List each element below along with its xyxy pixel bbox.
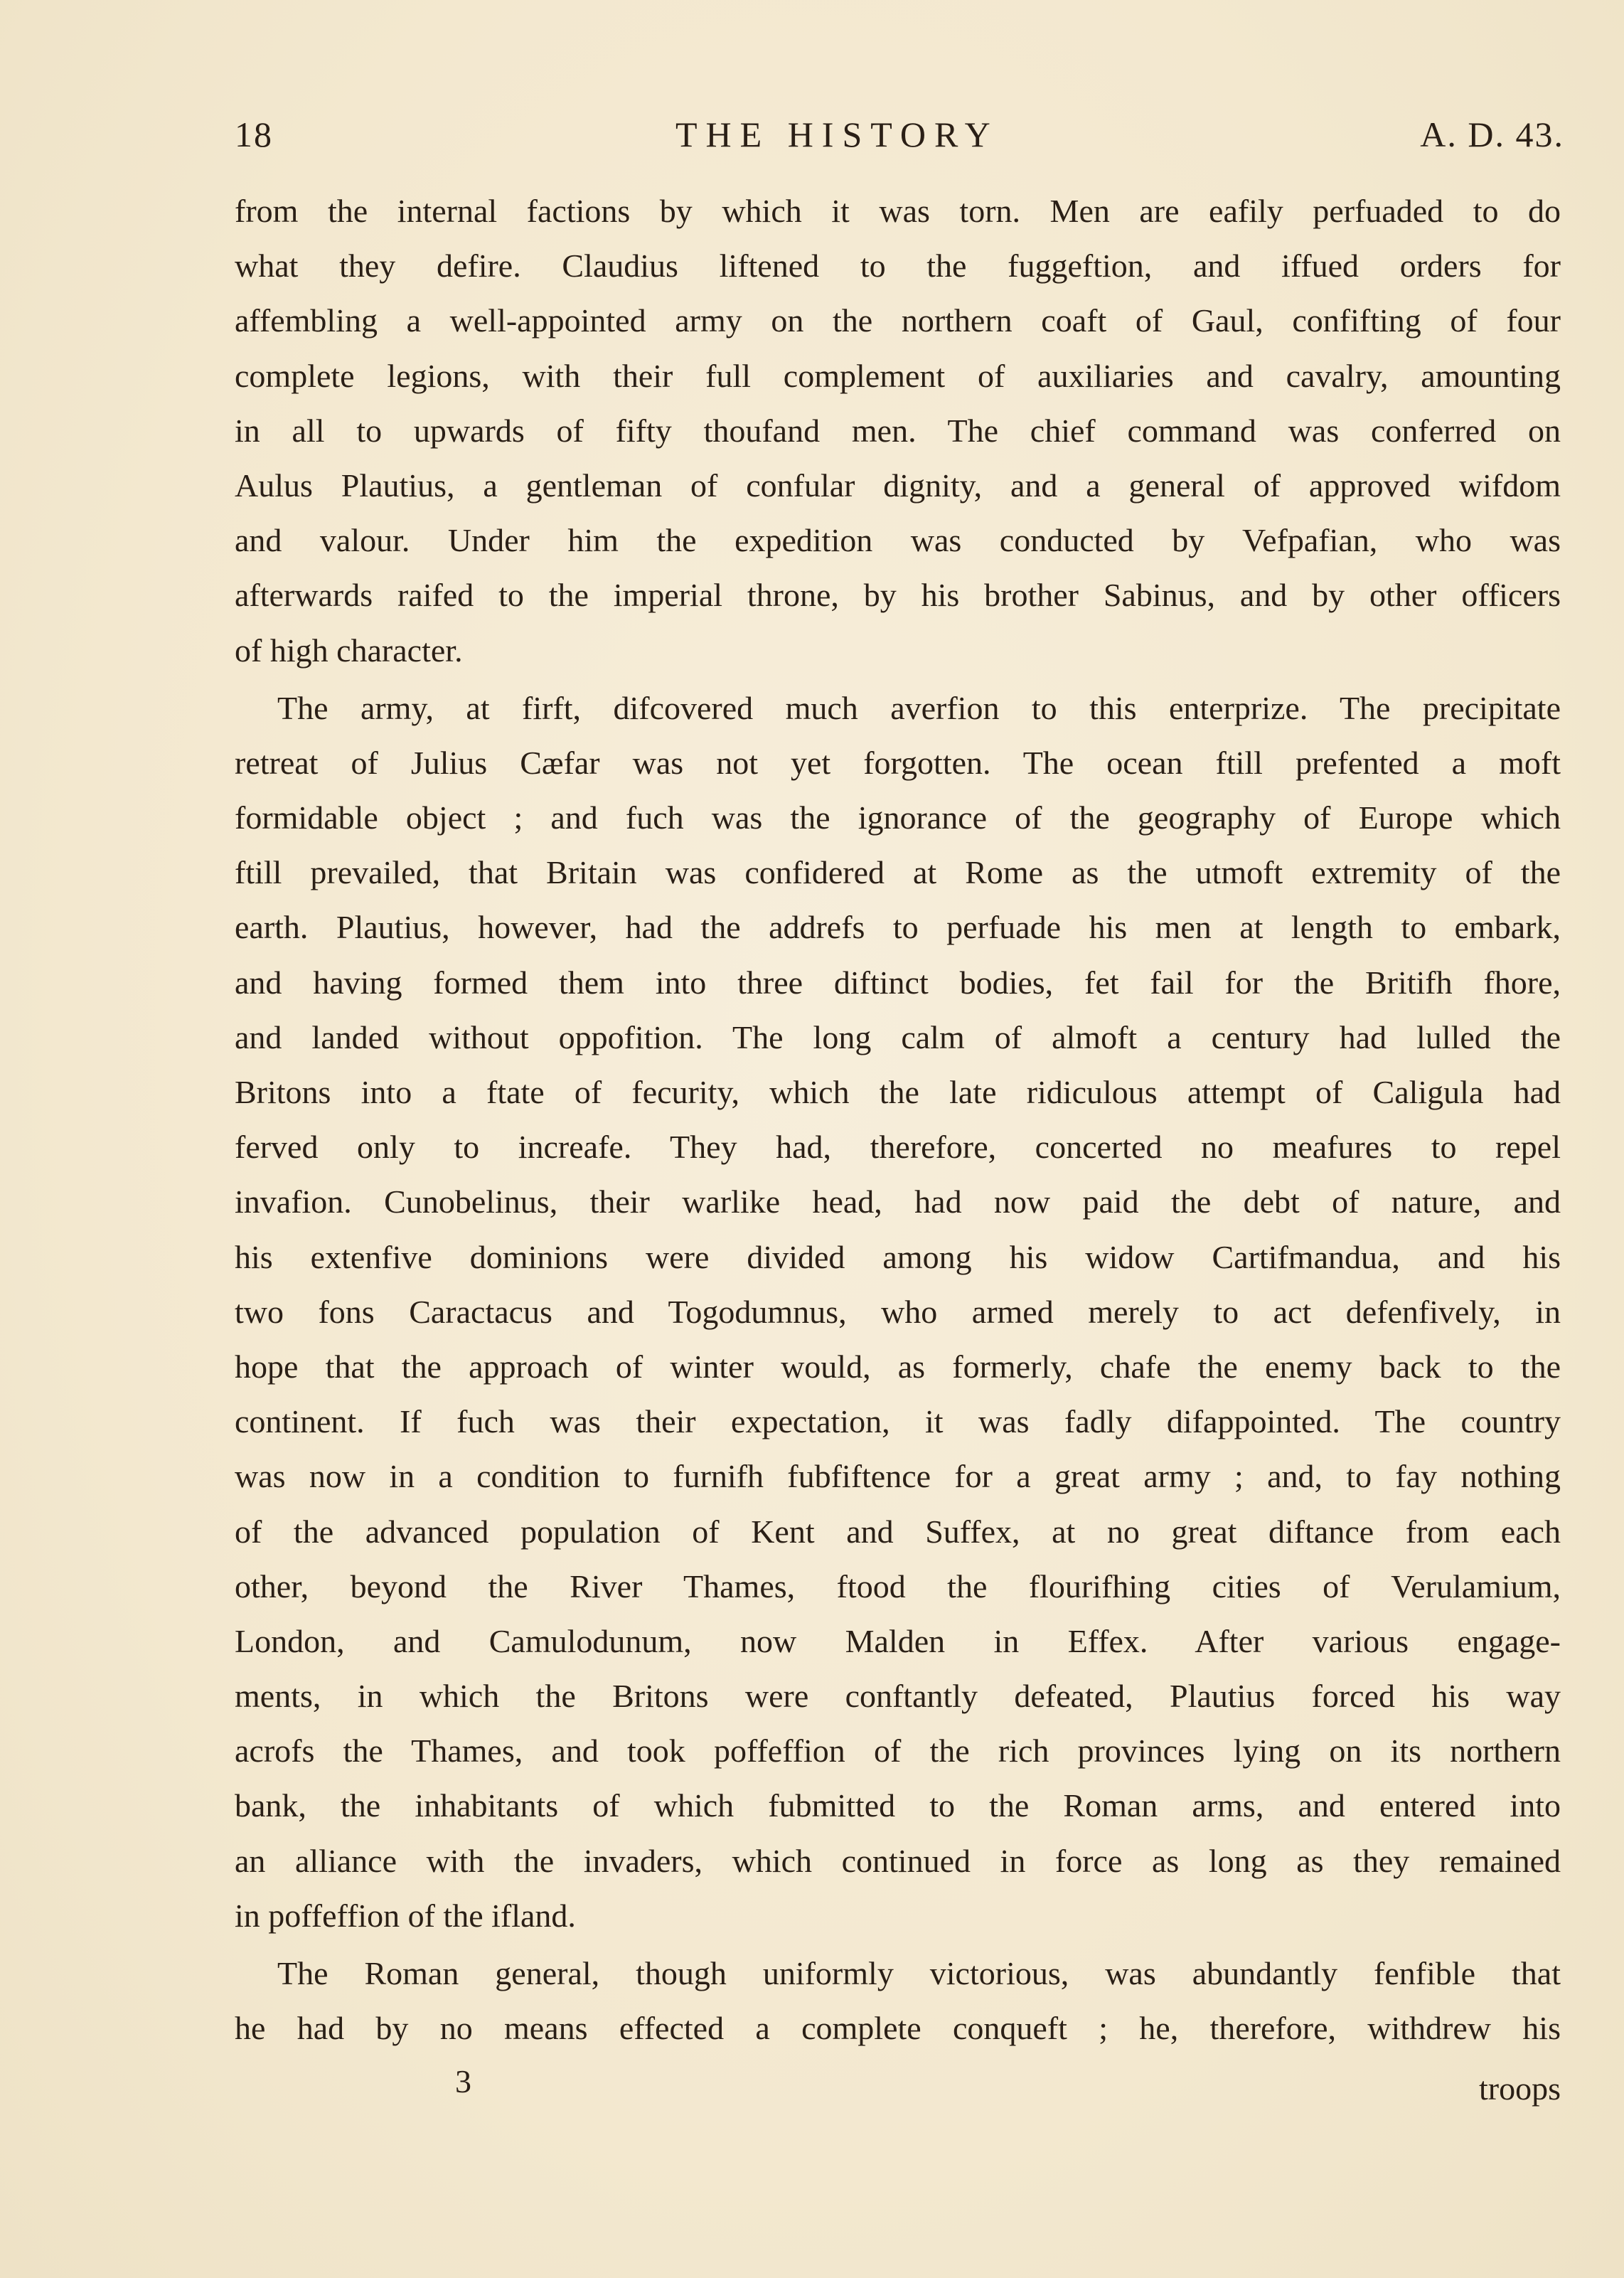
text-line: London, and Camulodunum, now Malden in Effex. After various engage-	[235, 1622, 1561, 1659]
text-line: affembling a well-appointed army on the northern coaft of Gaul, confifting of four	[235, 302, 1561, 339]
paragraph	[235, 1946, 1561, 2055]
text-line: in poffeffion of the ifland.	[235, 1897, 576, 1934]
text-line: hope that the approach of winter would, as formerly, chafe the enemy back to the	[235, 1348, 1561, 1385]
text-line: his extenfive dominions were divided among his widow Cartifmandua, and his	[235, 1238, 1561, 1275]
signature-mark: 3	[455, 2063, 471, 2099]
text-line: formidable object ; and fuch was the ignorance of the geography of Europe which	[235, 799, 1561, 836]
text-line: an alliance with the invaders, which continued in force as long as they remained	[235, 1842, 1561, 1879]
text-line: acrofs the Thames, and took poffeffion of the rich provinces lying on its northern	[235, 1733, 1561, 1769]
paragraph	[235, 183, 1561, 678]
text-line: and valour. Under him the expedition was conducted by Vefpafian, who was	[235, 522, 1561, 559]
text-line: continent. If fuch was their expectation, it was fadly difappointed. The country	[235, 1403, 1561, 1440]
text-line: Aulus Plautius, a gentleman of confular dignity, and a general of approved wifdom	[235, 467, 1561, 504]
page-number: 18	[235, 115, 273, 154]
text-line: earth. Plautius, however, had the addrefs to perfuade his men at length to embark,	[235, 909, 1561, 946]
paragraph	[235, 681, 1561, 1943]
text-line: from the internal factions by which it was torn. Men are eafily perfuaded to do	[235, 193, 1561, 229]
page-footer	[235, 2063, 1561, 2112]
text-line: The Roman general, though uniformly victorious, was abundantly fenfible that	[277, 1955, 1561, 1991]
catchword: troops	[1479, 2070, 1561, 2107]
text-line: The army, at firft, difcovered much averfion to this enterprize. The precipitate	[277, 689, 1561, 726]
text-line: invafion. Cunobelinus, their warlike head, had now paid the debt of nature, and	[235, 1183, 1561, 1220]
text-line: he had by no means effected a complete conqueft ; he, therefore, withdrew his	[235, 2010, 1561, 2047]
text-line: retreat of Julius Cæfar was not yet forgotten. The ocean ftill prefented a moft	[235, 744, 1561, 781]
text-line: ferved only to increafe. They had, therefore, concerted no meafures to repel	[235, 1129, 1561, 1166]
body-text	[235, 183, 1561, 2055]
text-line: of high character.	[235, 632, 463, 669]
text-line: ftill prevailed, that Britain was confidered at Rome as the utmoft extremity of the	[235, 854, 1561, 891]
text-line: what they defire. Claudius liftened to the fuggeftion, and iffued orders for	[235, 248, 1561, 284]
text-line: other, beyond the River Thames, ftood the flourifhing cities of Verulamium,	[235, 1568, 1561, 1604]
margin-date: A. D. 43.	[1420, 115, 1564, 154]
text-line: and having formed them into three diftinct bodies, fet fail for the Britifh fhore,	[235, 964, 1561, 1001]
text-line: Britons into a ftate of fecurity, which the late ridiculous attempt of Caligula had	[235, 1074, 1561, 1110]
text-line: in all to upwards of fifty thoufand men. The chief command was conferred on	[235, 412, 1561, 449]
running-title: THE HISTORY	[675, 115, 999, 154]
text-line: ments, in which the Britons were conftantly defeated, Plautius forced his way	[235, 1678, 1561, 1715]
running-head	[235, 114, 1564, 164]
text-line: bank, the inhabitants of which fubmitted to the Roman arms, and entered into	[235, 1787, 1561, 1824]
text-line: two fons Caractacus and Togodumnus, who armed merely to act defenfively, in	[235, 1293, 1561, 1330]
text-line: and landed without oppofition. The long calm of almoft a century had lulled the	[235, 1018, 1561, 1055]
text-line: was now in a condition to furnifh fubfiftence for a great army ; and, to fay nothing	[235, 1458, 1561, 1495]
text-line: complete legions, with their full complement of auxiliaries and cavalry, amounting	[235, 357, 1561, 394]
text-line: afterwards raifed to the imperial throne, by his brother Sabinus, and by other officers	[235, 577, 1561, 614]
text-line: of the advanced population of Kent and Suffex, at no great diftance from each	[235, 1513, 1561, 1550]
